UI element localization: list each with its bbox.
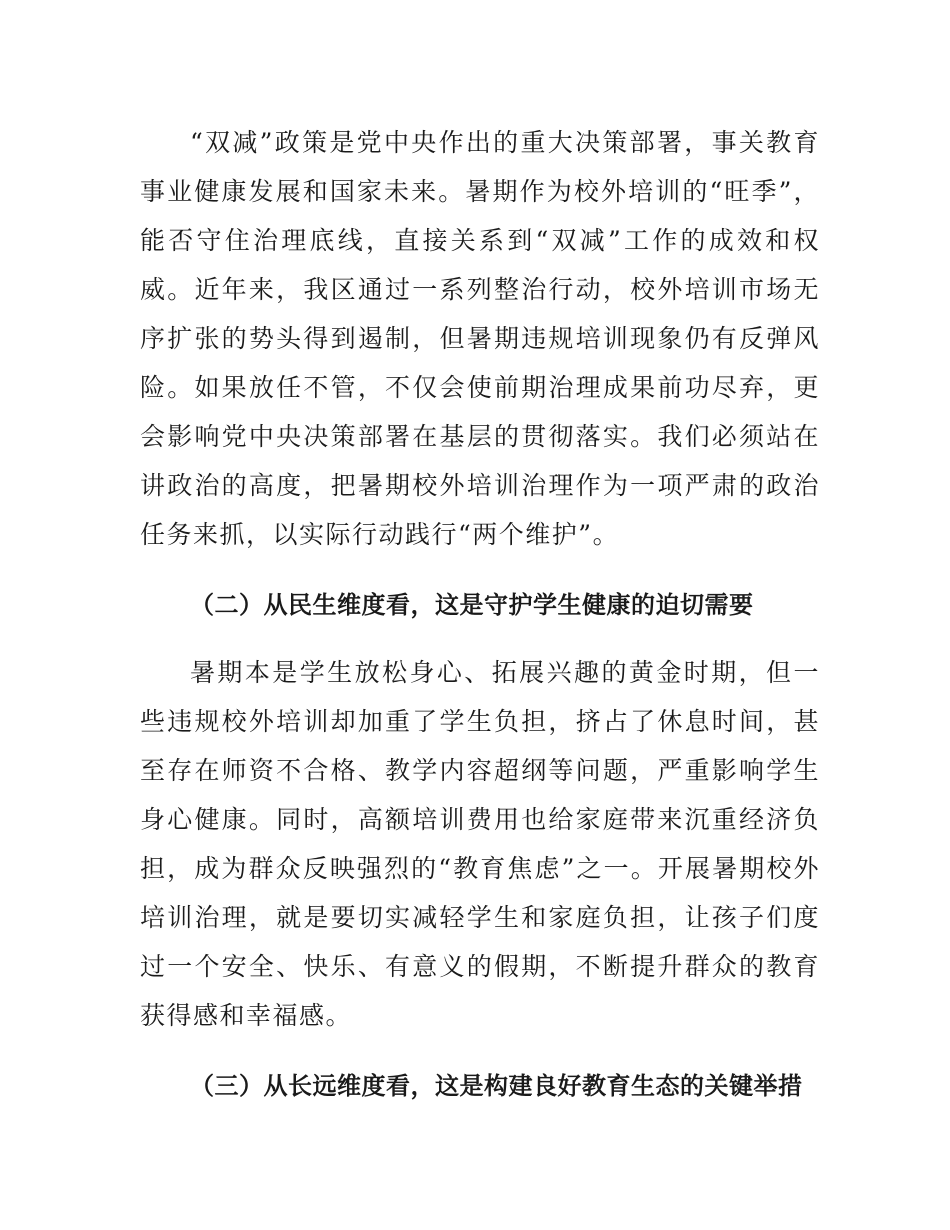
heading-livelihood-dimension: （二）从民生维度看，这是守护学生健康的迫切需要: [190, 591, 754, 619]
spacer: [140, 1040, 820, 1062]
paragraph-student-health: 暑期本是学生放松身心、拓展兴趣的黄金时期，但一些违规校外培训却加重了学生负担，挤占了休息时间，甚至存在师资不合格、教学内容超纲等问题，严重影响学生身心健康。同时，高额培训费用也给家庭带来沉重经济负担，成为群众反映强烈的“教育焦虑”之一。开展暑期校外培训治理，就是要切实减轻学生和家庭负担，让孩子们度过一个安全、快乐、有意义的假期，不断提升群众的教育获得感和幸福感。: [140, 658, 820, 1030]
heading-long-term-dimension: （三）从长远维度看，这是构建良好教育生态的关键举措: [190, 1072, 803, 1100]
spacer: [140, 559, 820, 581]
document-body: [140, 118, 820, 1111]
spacer: [140, 630, 820, 648]
paragraph-double-reduction-policy: “双减”政策是党中央作出的重大决策部署，事关教育事业健康发展和国家未来。暑期作为校外培训的“旺季”，能否守住治理底线，直接关系到“双减”工作的成效和权威。近年来，我区通过一系列整治行动，校外培训市场无序扩张的势头得到遏制，但暑期违规培训现象仍有反弹风险。如果放任不管，不仅会使前期治理成果前功尽弃，更会影响党中央决策部署在基层的贯彻落实。我们必须站在讲政治的高度，把暑期校外培训治理作为一项严肃的政治任务来抓，以实际行动践行“两个维护”。: [140, 128, 820, 549]
